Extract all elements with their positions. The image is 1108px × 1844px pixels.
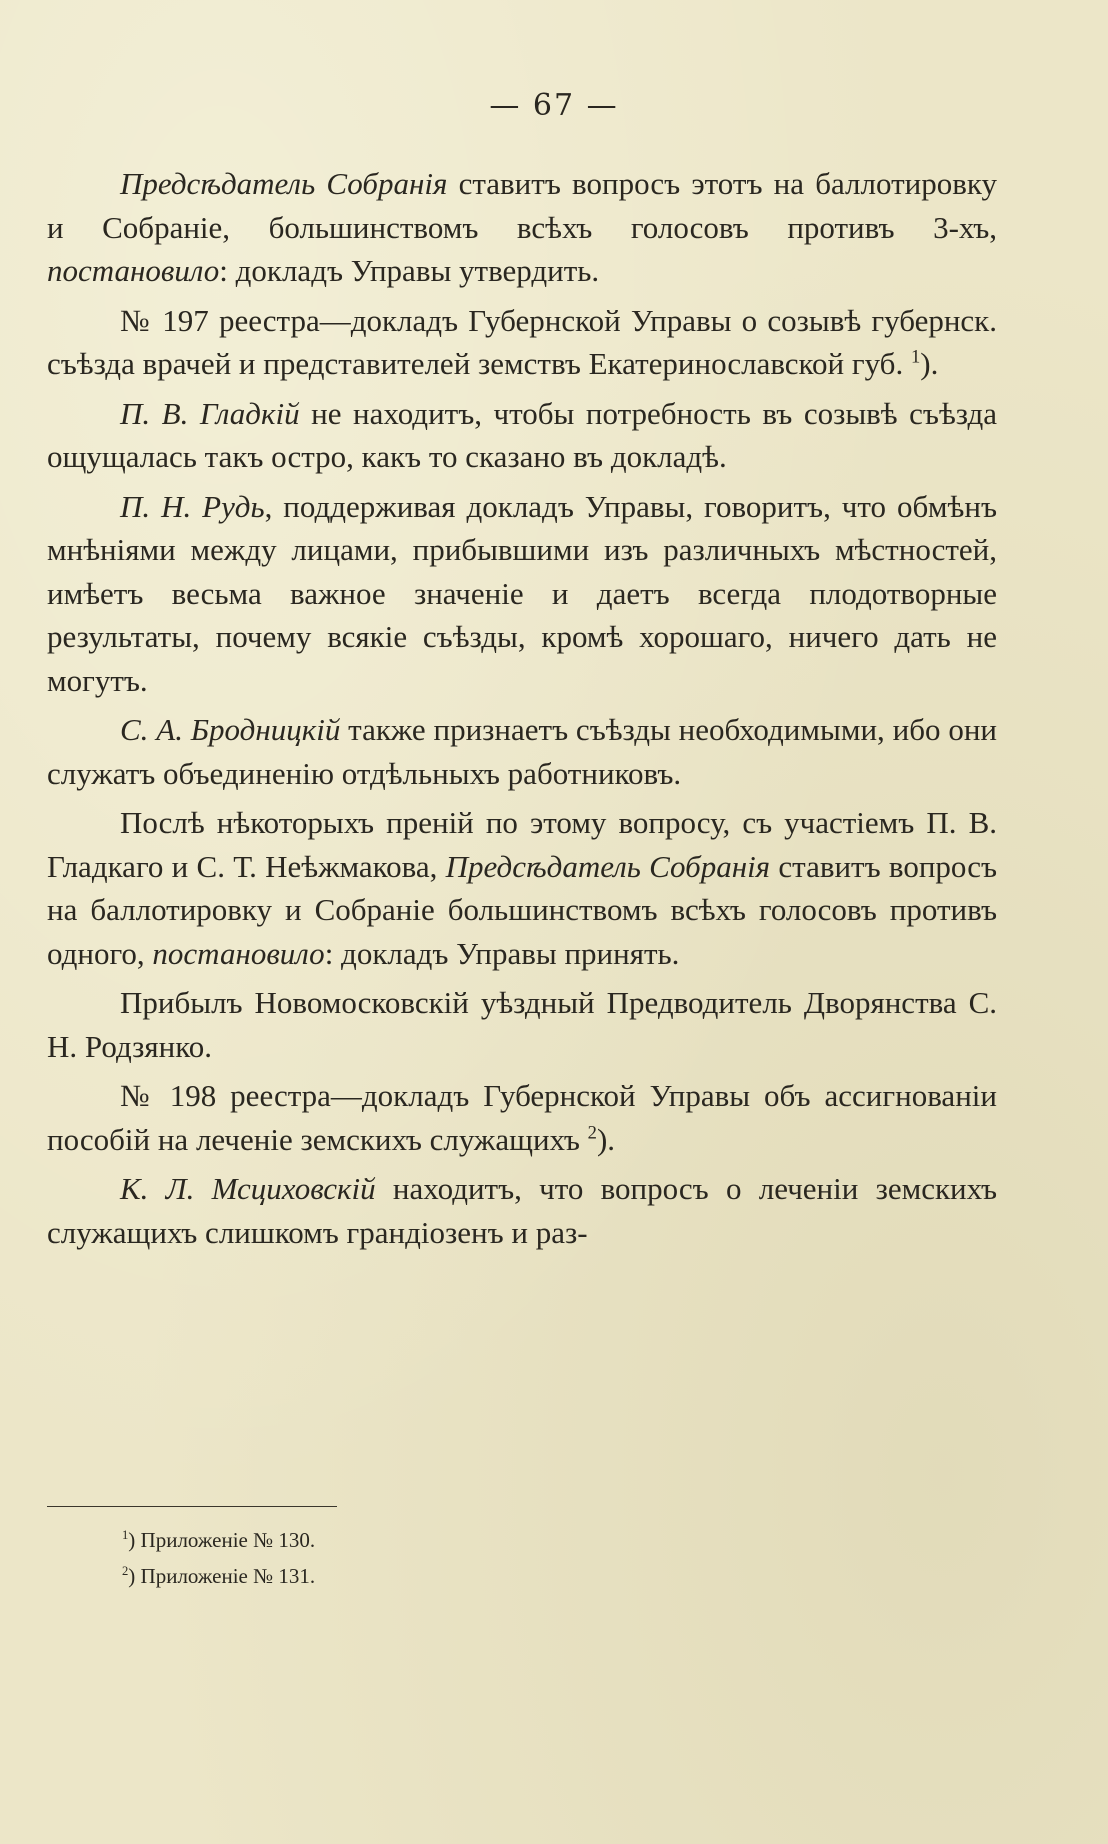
paragraph <box>47 162 997 293</box>
italic-text: постановило <box>152 935 325 971</box>
footnote-divider <box>47 1506 337 1507</box>
text-segment: ставитъ вопросъ этотъ на баллотировку и Собраніе, большинствомъ всѣхъ голосовъ противъ 3-хъ, <box>47 166 997 245</box>
footnote <box>122 1558 822 1594</box>
text-segment: № 197 реестра—докладъ Губернской Управы о созывѣ губернск. съѣзда врачей и представителей земствъ Екатеринославской губ. <box>47 302 997 381</box>
footnote <box>122 1522 822 1558</box>
paragraph <box>47 981 997 1068</box>
footnote-marker: 2 <box>122 1564 129 1578</box>
italic-text: П. Н. Рудь <box>120 488 265 524</box>
footnote-text: ) Приложеніе № 131. <box>128 1564 316 1588</box>
italic-text: постановило <box>47 253 220 288</box>
page-number: — 67 — <box>489 88 619 123</box>
text-segment: № 198 реестра—докладъ Губернской Управы объ ассигнованіи пособій на леченіе земскихъ служащихъ <box>47 1078 997 1157</box>
italic-text: Предсѣдатель Собранія <box>445 848 771 884</box>
text-segment: : докладъ Управы принять. <box>324 935 680 971</box>
italic-text: П. В. Гладкій <box>120 395 300 431</box>
text-segment: не находитъ, чтобы потребность въ созывѣ съѣзда ощущалась такъ остро, какъ то сказано въ докладѣ. <box>47 395 998 474</box>
paragraph <box>47 392 997 479</box>
text-segment: ). <box>596 1121 616 1157</box>
text-segment: Прибылъ Новомосковскій уѣздный Предводитель Дворянства С. Н. Родзянко. <box>47 985 997 1064</box>
footnote-reference: 1 <box>910 346 921 368</box>
paragraph <box>47 1074 997 1161</box>
text-segment: ). <box>920 346 939 381</box>
footnote-marker: 1 <box>122 1528 129 1542</box>
italic-text: Предсѣдатель Собранія <box>120 166 448 201</box>
text-segment: : докладъ Управы утвердить. <box>219 253 600 288</box>
text-segment: также признаетъ съѣзды необходимыми, ибо они служатъ объединенію отдѣльныхъ работниковъ. <box>47 712 997 791</box>
main-text <box>47 162 997 1260</box>
text-segment: Послѣ нѣкоторыхъ преній по этому вопросу, съ участіемъ П. В. Гладкаго и С. Т. Неѣжмакова, <box>47 805 997 884</box>
paragraph <box>47 1167 997 1254</box>
paragraph <box>47 485 997 703</box>
italic-text: К. Л. Мсциховскій <box>120 1171 376 1206</box>
text-segment: , поддерживая докладъ Управы, говоритъ, что обмѣнъ мнѣніями между лицами, прибывшими изъ различныхъ мѣстностей, имѣетъ весьма важное значеніе и даетъ всегда плодотворные результаты, почему всякіе съѣзды, кромѣ хорошаго, ничего дать не могутъ. <box>47 488 997 698</box>
text-segment: ставитъ вопросъ на баллотировку и Собраніе большинствомъ всѣхъ голосовъ противъ одного, <box>47 848 997 971</box>
italic-text: С. А. Бродницкій <box>120 712 341 747</box>
footnotes <box>122 1522 822 1594</box>
text-segment: находитъ, что вопросъ о леченіи земскихъ служащихъ слишкомъ грандіозенъ и раз- <box>47 1171 997 1250</box>
paragraph <box>47 299 997 386</box>
footnote-reference: 2 <box>587 1122 597 1144</box>
paragraph <box>47 801 997 975</box>
footnote-text: ) Приложеніе № 130. <box>128 1528 316 1552</box>
paragraph <box>47 708 997 795</box>
